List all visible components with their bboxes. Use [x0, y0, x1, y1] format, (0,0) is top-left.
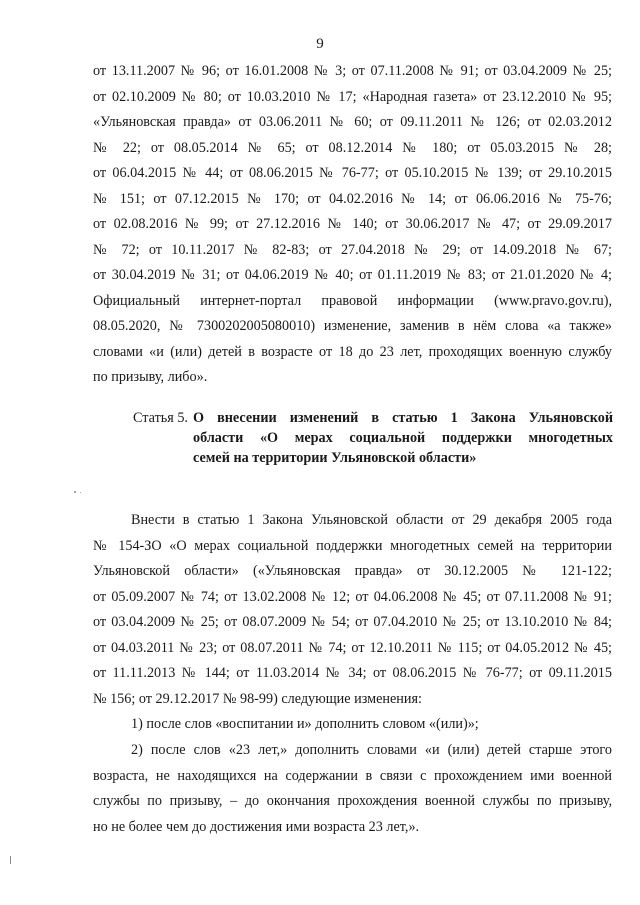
article-title-line: области «О мерах социальной поддержки многодетных	[193, 430, 613, 446]
text-line: от 04.03.2011 № 23; от 08.07.2011 № 74; от 12.10.2011 № 115; от 04.05.2012 № 45;	[93, 639, 612, 656]
article-title-line: семей на территории Ульяновской области»	[193, 450, 477, 466]
text-line: Внести в статью 1 Закона Ульяновской области от 29 декабря 2005 года	[131, 512, 612, 528]
article-label: Статья 5.	[133, 410, 188, 426]
text-line: от 06.04.2015 № 44; от 08.06.2015 № 76-77; от 05.10.2015 № 139; от 29.10.2015	[93, 165, 612, 181]
text-line: «Ульяновская правда» от 03.06.2011 № 60; от 09.11.2011 № 126; от 02.03.2012	[93, 114, 612, 130]
text-line: но не более чем до достижения ими возраста 23 лет,».	[93, 818, 420, 835]
text-line: от 30.04.2019 № 31; от 04.06.2019 № 40; от 01.11.2019 № 83; от 21.01.2020 № 4;	[93, 267, 612, 283]
article-title	[193, 408, 613, 468]
article-title-line: О внесении изменений в статью 1 Закона Ульяновской	[193, 410, 613, 426]
text-line: № 154-ЗО «О мерах социальной поддержки многодетных семей на территории	[93, 537, 612, 554]
text-line: от 02.08.2016 № 99; от 27.12.2016 № 140; от 30.06.2017 № 47; от 29.09.2017	[93, 216, 612, 232]
text-line: № 22; от 08.05.2014 № 65; от 08.12.2014 № 180; от 05.03.2015 № 28;	[93, 139, 612, 156]
text-line: по призыву, либо».	[93, 369, 208, 385]
text-line: 1) после слов «воспитании и» дополнить словом «(или)»;	[131, 716, 479, 732]
text-line: от 11.11.2013 № 144; от 11.03.2014 № 34; от 08.06.2015 № 76-77; от 09.11.2015	[93, 665, 612, 681]
scan-speck	[80, 492, 81, 493]
paragraph-amendment	[93, 508, 612, 712]
page-number: 9	[316, 36, 324, 52]
text-line: Ульяновской области» («Ульяновская правда» от 30.12.2005 № 121-122;	[93, 563, 612, 579]
text-line: возраста, не находящихся на содержании в связи с прохождением ими военной	[93, 767, 612, 784]
text-line: 08.05.2020, № 7300202005080010) изменение, заменив в нём слова «а также»	[93, 318, 612, 334]
text-line: от 03.04.2009 № 25; от 08.07.2009 № 54; от 07.04.2010 № 25; от 13.10.2010 № 84;	[93, 614, 612, 630]
text-line: от 13.11.2007 № 96; от 16.01.2008 № 3; от 07.11.2008 № 91; от 03.04.2009 № 25;	[93, 63, 612, 79]
amendment-item-2	[93, 738, 612, 840]
text-line: от 05.09.2007 № 74; от 13.02.2008 № 12; от 04.06.2008 № 45; от 07.11.2008 № 91;	[93, 588, 612, 605]
text-line: № 72; от 10.11.2017 № 82-83; от 27.04.2018 № 29; от 14.09.2018 № 67;	[93, 241, 612, 258]
text-line: № 156; от 29.12.2017 № 98-99) следующие изменения:	[93, 690, 422, 707]
paragraph-continuation	[93, 59, 612, 391]
text-line: Официальный интернет-портал правовой информации (www.pravo.gov.ru),	[93, 292, 612, 309]
text-line: № 151; от 07.12.2015 № 170; от 04.02.2016 № 14; от 06.06.2016 № 75-76;	[93, 190, 612, 207]
scan-speck	[10, 856, 11, 864]
text-line: службы по призыву, – до окончания прохождения военной службы по призыву,	[93, 793, 612, 809]
text-line: 2) после слов «23 лет,» дополнить словами «и (или) детей старше этого	[131, 742, 612, 758]
scan-speck	[74, 491, 76, 493]
amendment-item-1	[93, 712, 612, 738]
text-line: словами «и (или) детей в возрасте от 18 до 23 лет, проходящих военную службу	[93, 343, 612, 360]
text-line: от 02.10.2009 № 80; от 10.03.2010 № 17; «Народная газета» от 23.12.2010 № 95;	[93, 88, 612, 105]
